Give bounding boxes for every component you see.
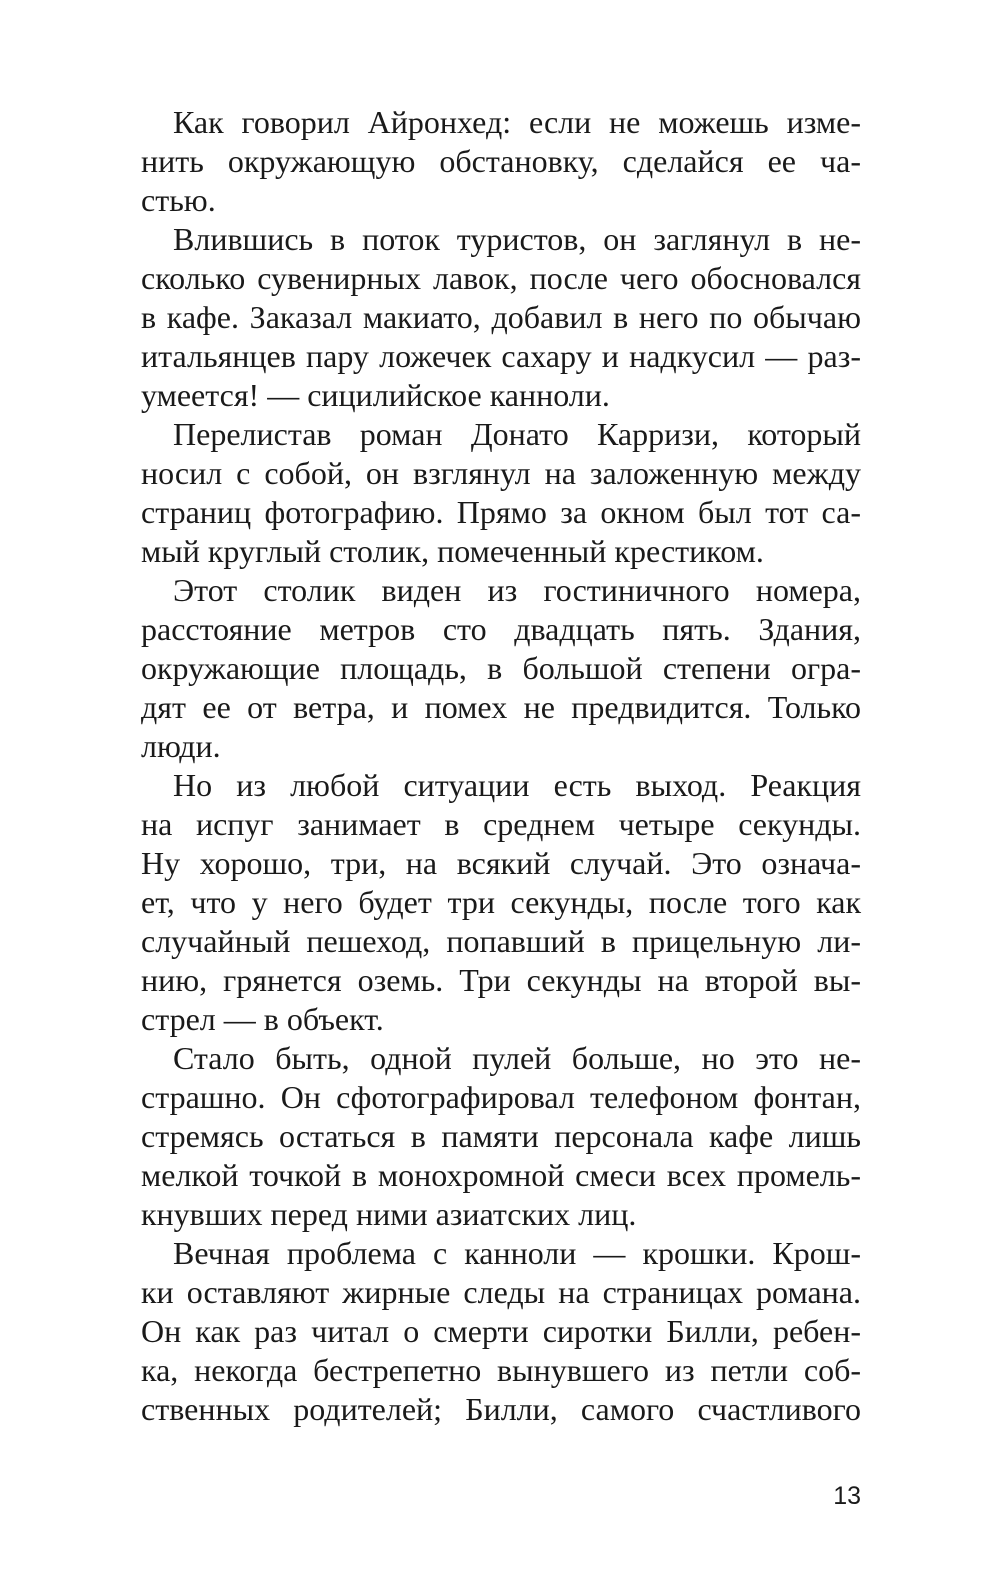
text-line: Стало быть, одной пулей больше, но это не-	[173, 1040, 861, 1076]
text-line: ка, некогда бестрепетно вынувшего из петли соб-	[141, 1352, 861, 1388]
text-line: стремясь остаться в памяти персонала кафе лишь	[141, 1118, 861, 1154]
text-line: стью.	[141, 182, 216, 218]
text-line: ки оставляют жирные следы на страницах романа.	[141, 1274, 861, 1310]
text-line: нию, грянется оземь. Три секунды на второй вы-	[141, 962, 861, 998]
text-line: страшно. Он сфотографировал телефоном фонтан,	[141, 1079, 861, 1115]
text-line: сколько сувенирных лавок, после чего обосновался	[141, 260, 861, 296]
text-line: ственных родителей; Билли, самого счастливого	[141, 1391, 861, 1427]
text-line: Ну хорошо, три, на всякий случай. Это означа-	[141, 845, 861, 881]
text-line: мый круглый столик, помеченный крестиком.	[141, 533, 764, 569]
text-line: Как говорил Айронхед: если не можешь изме-	[173, 104, 861, 140]
text-line: случайный пешеход, попавший в прицельную ли-	[141, 923, 861, 959]
text-line: Влившись в поток туристов, он заглянул в не-	[173, 221, 861, 257]
text-line: страниц фотографию. Прямо за окном был тот са-	[141, 494, 861, 530]
text-line: умеется! — сицилийское канноли.	[141, 377, 610, 413]
text-line: дят ее от ветра, и помех не предвидится. Только	[141, 689, 861, 725]
text-line: Вечная проблема с канноли — крошки. Крош-	[173, 1235, 861, 1271]
text-line: Этот столик виден из гостиничного номера,	[173, 572, 861, 608]
text-line: нить окружающую обстановку, сделайся ее ча-	[141, 143, 861, 179]
text-line: люди.	[141, 728, 221, 764]
text-line: Но из любой ситуации есть выход. Реакция	[173, 767, 861, 803]
text-line: Перелистав роман Донато Карризи, который	[173, 416, 861, 452]
text-line: итальянцев пару ложечек сахару и надкусил — раз-	[141, 338, 861, 374]
text-line: окружающие площадь, в большой степени огра-	[141, 650, 861, 686]
text-line: ет, что у него будет три секунды, после того как	[141, 884, 861, 920]
text-line: стрел — в объект.	[141, 1001, 384, 1037]
text-line: на испуг занимает в среднем четыре секунды.	[141, 806, 861, 842]
page-number: 13	[833, 1482, 861, 1510]
text-line: расстояние метров сто двадцать пять. Здания,	[141, 611, 861, 647]
text-line: мелкой точкой в монохромной смеси всех промель-	[141, 1157, 861, 1193]
text-line: носил с собой, он взглянул на заложенную между	[141, 455, 861, 491]
text-line: Он как раз читал о смерти сиротки Билли, ребен-	[141, 1313, 861, 1349]
text-line: кнувших перед ними азиатских лиц.	[141, 1196, 637, 1232]
text-line: в кафе. Заказал макиато, добавил в него по обычаю	[141, 299, 861, 335]
